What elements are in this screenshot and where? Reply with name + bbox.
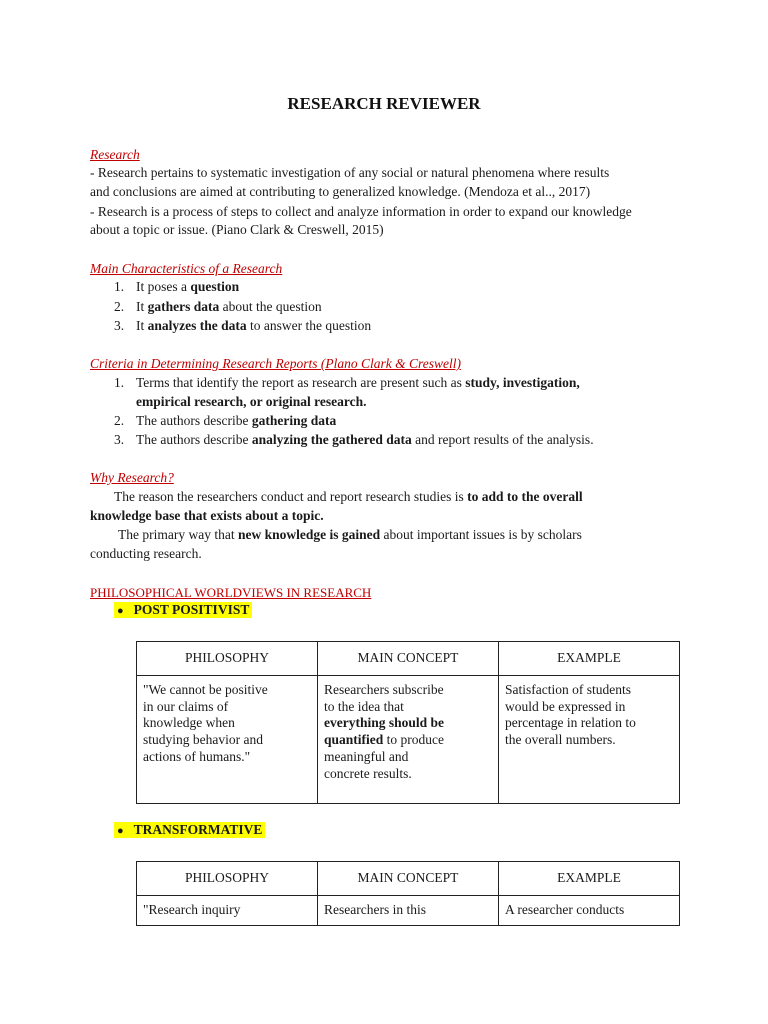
table-cell: A researcher conducts [499,895,680,925]
column-header: PHILOSOPHY [137,642,318,676]
list-number: 2. [114,299,125,314]
why-research-heading: Why Research? [90,470,174,485]
column-header: MAIN CONCEPT [318,642,499,676]
characteristics-heading: Main Characteristics of a Research [90,261,283,276]
paragraph-line: The primary way that new knowledge is gained about important issues is by scholars [118,527,582,542]
table-cell: "We cannot be positive in our claims of knowledge when studying behavior and actions of humans." [137,675,318,803]
list-item: 1. It poses a question [114,279,240,294]
paragraph-line: conducting research. [90,546,202,561]
post-positivist-table [136,641,680,804]
table-cell: Satisfaction of students would be expressed in percentage in relation to the overall numbers. [499,675,680,803]
list-item-continuation: empirical research, or original research. [136,394,367,409]
research-line-2: and conclusions are aimed at contributing to generalized knowledge. (Mendoza et al.., 2017) [90,184,591,199]
bullet-icon: ● [117,825,124,837]
list-number: 2. [114,413,125,428]
list-item: 3. The authors describe analyzing the gathered data and report results of the analysis. [114,432,594,447]
list-item: 2. The authors describe gathering data [114,413,337,428]
list-number: 3. [114,318,125,333]
research-line-1: - Research pertains to systematic investigation of any social or natural phenomena where results [90,165,610,180]
table-cell: "Research inquiry [137,895,318,925]
list-number: 1. [114,375,125,390]
paragraph-line: The reason the researchers conduct and report research studies is to add to the overall [114,489,583,504]
table-cell: Researchers in this [318,895,499,925]
bullet-icon: ● [117,605,124,617]
column-header: EXAMPLE [499,642,680,676]
criteria-heading: Criteria in Determining Research Reports (Plano Clark & Creswell) [90,356,461,371]
table-cell: Researchers subscribe to the idea that everything should be quantified to produce meaningful and concrete results. [318,675,499,803]
list-number: 3. [114,432,125,447]
list-item: 3. It analyzes the data to answer the question [114,318,372,333]
column-header: PHILOSOPHY [137,862,318,896]
list-item: 1. Terms that identify the report as research are present such as study, investigation, [114,375,580,390]
paragraph-line: knowledge base that exists about a topic. [90,508,324,523]
list-item: 2. It gathers data about the question [114,299,322,314]
research-line-4: about a topic or issue. (Piano Clark & Creswell, 2015) [90,222,384,237]
column-header: EXAMPLE [499,862,680,896]
bullet-post-positivist: ● POST POSITIVIST [114,602,252,618]
column-header: MAIN CONCEPT [318,862,499,896]
list-number: 1. [114,279,125,294]
research-heading: Research [90,147,140,162]
bullet-transformative: ● TRANSFORMATIVE [114,822,265,838]
worldviews-heading: PHILOSOPHICAL WORLDVIEWS IN RESEARCH [90,585,372,600]
research-line-3: - Research is a process of steps to collect and analyze information in order to expand our knowledge [90,204,632,219]
page-title: RESEARCH REVIEWER [287,94,481,113]
transformative-table [136,861,680,926]
